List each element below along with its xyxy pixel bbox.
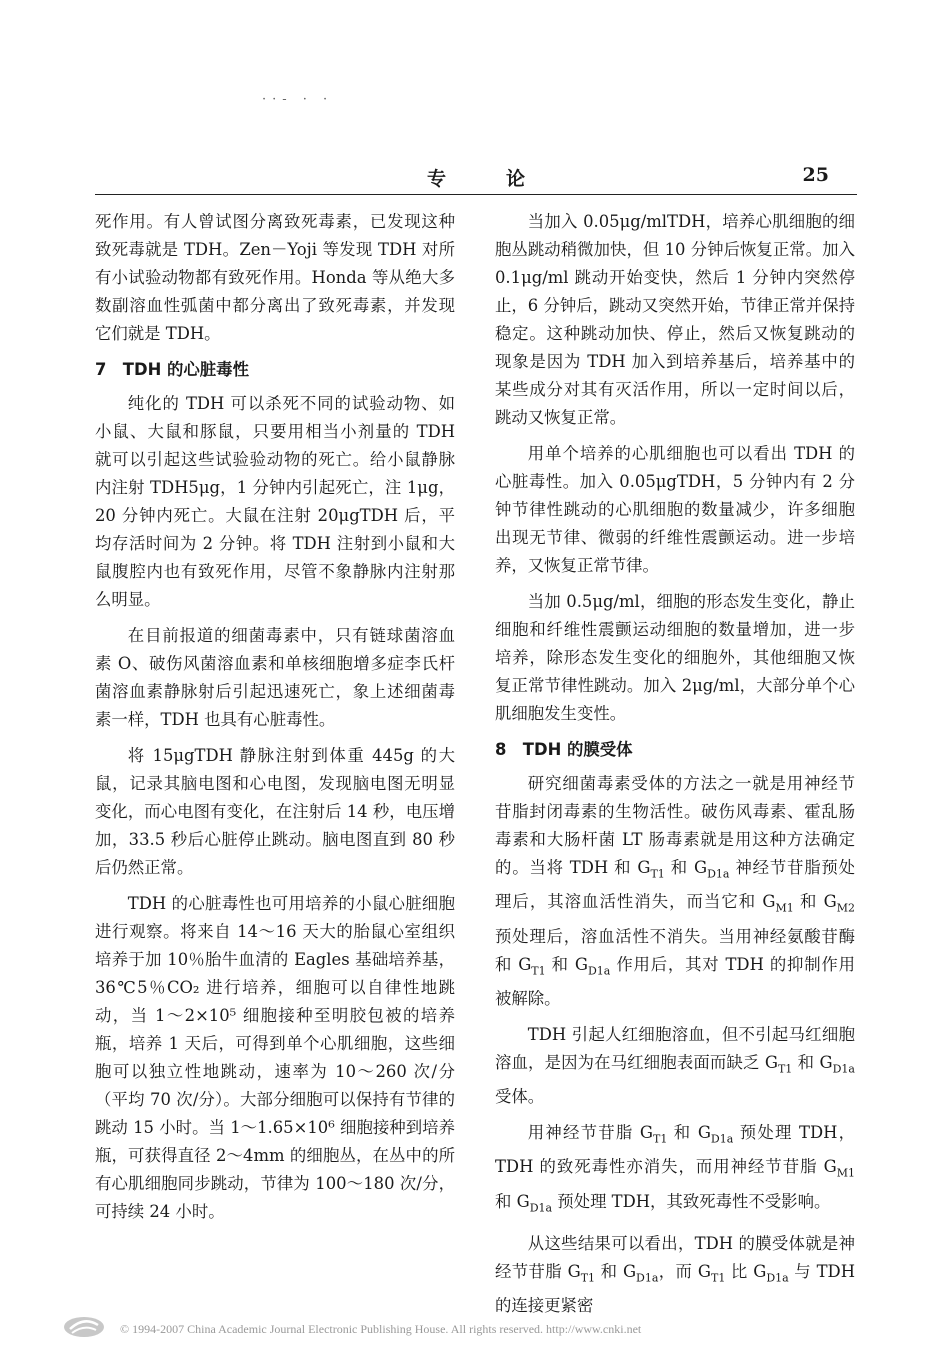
body-paragraph: 从这些结果可以看出，TDH 的膜受体就是神经节苷脂 $G_{T1}$ 和 $G_{D1a}$，而 $G_{T1}$ 比 $G_{D1a}$ 与 TDH 的连接更紧密 — [495, 1233, 855, 1316]
body-paragraph: TDH 引起人红细胞溶血，但不引起马红细胞溶血，是因为在马红细胞表面而缺乏 $G_{T1}$ 和 $G_{D1a}$ 受体。 — [495, 1024, 855, 1107]
left-text-column — [95, 208, 455, 1234]
cnki-logo-icon — [60, 1314, 108, 1340]
body-paragraph: 死作用。有人曾试图分离致死毒素，已发现这种致死毒就是 TDH。Zen－Yoji 等发现 TDH 对所有小试验动物都有致死作用。Honda 等从绝大多数副溶血性弧菌中都分离出了致死毒素，并发现它们就是 TDH。 — [95, 212, 455, 343]
scan-artifact-mark: ··- · · — [262, 92, 334, 107]
body-paragraph: 用单个培养的心肌细胞也可以看出 TDH 的心脏毒性。加入 0.05μgTDH，5 分钟内有 2 分钟节律性跳动的心肌细胞的数量减少，许多细胞出现无节律、微弱的纤维性震颤运动。进一步培养，又恢复正常节律。 — [495, 444, 855, 575]
body-paragraph: 在目前报道的细菌毒素中，只有链球菌溶血素 O、破伤风菌溶血素和单核细胞增多症李氏杆菌溶血素静脉射后引起迅速死亡，象上述细菌毒素一样，TDH 也具有心脏毒性。 — [95, 626, 455, 729]
body-paragraph: 当加入 0.05μg/mlTDH，培养心肌细胞的细胞丛跳动稍微加快，但 10 分钟后恢复正常。加入 0.1μg/ml 跳动开始变快，然后 1 分钟内突然停止，6 分钟后，跳动又突然开始，节律正常并保持稳定。这种跳动加快、停止，然后又恢复跳动的现象是因为 TDH 加入到培养基后，培养基中的某些成分对其有灭活作用，所以一定时间以后，跳动又恢复正常。 — [495, 212, 855, 427]
copyright-notice: © 1994-2007 China Academic Journal Electronic Publishing House. All rights reserved. http://www.cnki.net — [120, 1322, 642, 1336]
section-title: 专论 — [426, 168, 585, 190]
body-paragraph: 当加 0.5μg/ml，细胞的形态发生变化，静止细胞和纤维性震颤运动细胞的数量增加，进一步培养，除形态发生变化的细胞外，其他细胞又恢复正常节律性跳动。加入 2μg/ml，大部分单个心肌细胞发生变性。 — [495, 592, 855, 723]
section-heading: 8 TDH 的膜受体 — [495, 740, 633, 759]
page-header — [95, 160, 857, 195]
page-number: 25 — [802, 164, 829, 186]
right-text-column — [495, 208, 855, 1328]
section-heading: 7 TDH 的心脏毒性 — [95, 360, 249, 379]
body-paragraph: 将 15μgTDH 静脉注射到体重 445g 的大鼠，记录其脑电图和心电图，发现脑电图无明显变化，而心电图有变化，在注射后 14 秒，电压增加，33.5 秒后心脏停止跳动。脑电图直到 80 秒后仍然正常。 — [95, 746, 455, 877]
body-paragraph: TDH 的心脏毒性也可用培养的小鼠心脏细胞进行观察。将来自 14～16 天大的胎鼠心室组织培养于加 10％胎牛血清的 Eagles 基础培养基，36℃5％CO₂ 进行培养，细胞可以自律性地跳动，当 1～2×10⁵ 细胞接种至明胶包被的培养瓶，培养 1 天后，可得到单个心肌细胞，这些细胞可以独立性地跳动，速率为 10～260 次/分（平均 70 次/分）。大部分细胞可以保持有节律的跳动 15 小时。当 1～1.65×10⁶ 细胞接种到培养瓶，可获得直径 2～4mm 的细胞丛，在丛中的所有心肌细胞同步跳动，节律为 100～180 次/分，可持续 24 小时。 — [95, 894, 455, 1221]
body-paragraph: 研究细菌毒素受体的方法之一就是用神经节苷脂封闭毒素的生物活性。破伤风毒素、霍乱肠毒素和大肠杆菌 LT 肠毒素就是用这种方法确定的。当将 TDH 和 $G_{T1}$ 和 $G_{D1a}$ 神经节苷脂预处理后，其溶血活性消失，而当它和 $G_{M1}$ 和 $G_{M2}$ 预处理后，溶血活性不消失。当用神经氨酸苷酶和 $G_{T1}$ 和 $G_{D1a}$ 作用后，其对 TDH 的抑制作用被解除。 — [495, 774, 856, 1008]
page-footer — [60, 1312, 920, 1348]
body-paragraph: 用神经节苷脂 $G_{T1}$ 和 $G_{D1a}$ 预处理 TDH，TDH 的致死毒性亦消失，而用神经节苷脂 $G_{M1}$ 和 $G_{D1a}$ 预处理 TDH，其致死毒性不受影响。 — [495, 1123, 855, 1214]
body-paragraph: 纯化的 TDH 可以杀死不同的试验动物、如小鼠、大鼠和豚鼠，只要用相当小剂量的 TDH 就可以引起这些试验验动物的死亡。给小鼠静脉内注射 TDH5μg，1 分钟内引起死亡，注 1μg，20 分钟内死亡。大鼠在注射 20μgTDH 后，平均存活时间为 2 分钟。将 TDH 注射到小鼠和大鼠腹腔内也有致死作用，尽管不象静脉内注射那么明显。 — [95, 394, 455, 609]
